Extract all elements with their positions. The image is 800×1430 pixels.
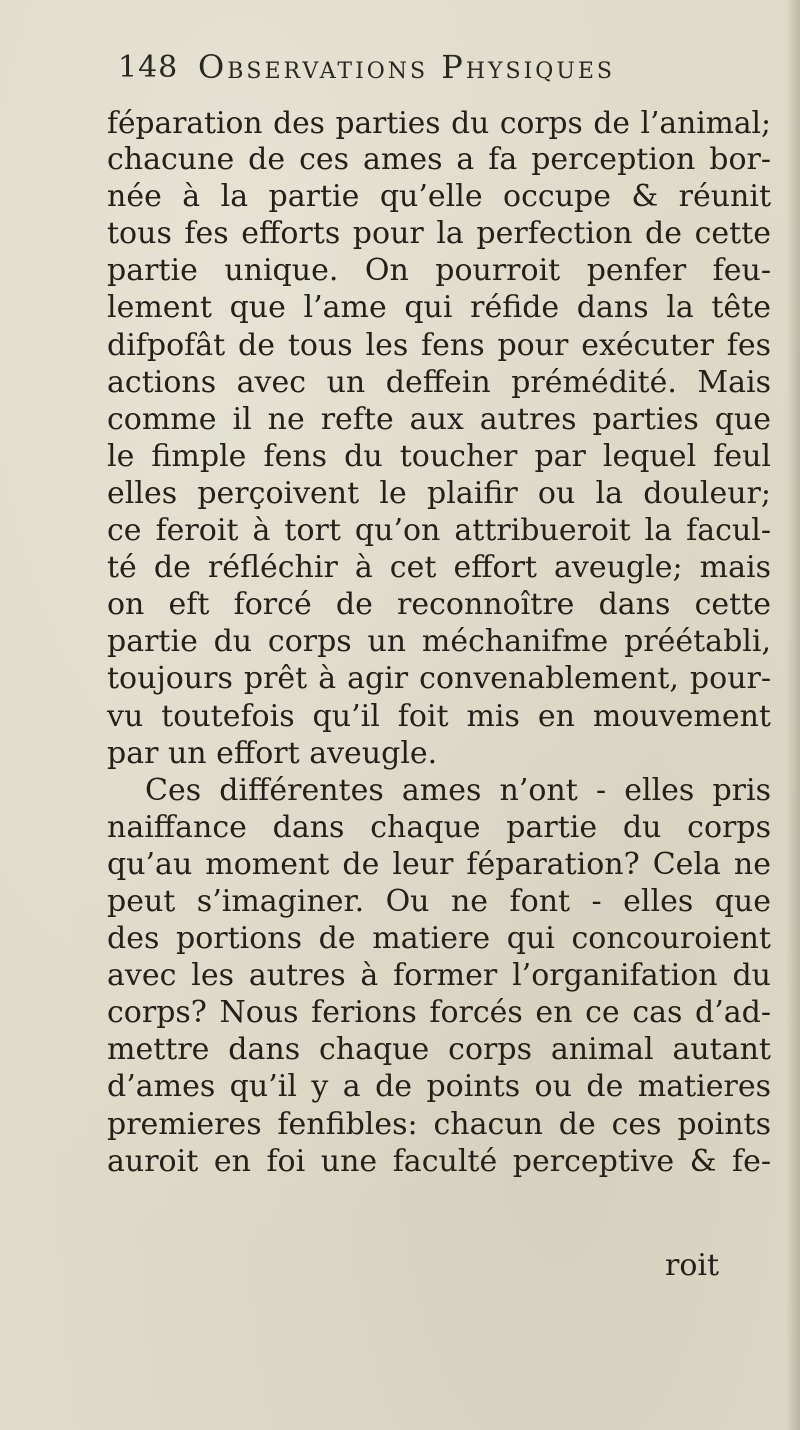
body-text (107, 104, 771, 1180)
text-line: tous fes efforts pour la perfection de cette (107, 216, 771, 252)
text-line: toujours prêt à agir convenablement, pour- (107, 661, 771, 697)
text-line: chacune de ces ames a fa perception bor- (107, 142, 771, 178)
paragraph-first-line: Ces différentes ames n’ont - elles pris (145, 772, 771, 808)
text-line: té de réfléchir à cet effort aveugle; mais (107, 550, 771, 586)
text-line: mettre dans chaque corps animal autant (107, 1032, 771, 1068)
text-line: lement que l’ame qui réfide dans la tête (107, 290, 771, 326)
text-line: le fimple fens du toucher par lequel feul (107, 438, 771, 474)
page-edge-shadow (786, 0, 800, 1430)
text-line: elles perçoivent le plaifir ou la douleur; (107, 475, 771, 511)
text-line: par un effort aveugle. (107, 735, 438, 771)
text-line: des portions de matiere qui concouroient (107, 921, 771, 957)
running-head: Observations Physiques (198, 48, 615, 86)
text-line: ce feroit à tort qu’on attribueroit la facul- (107, 513, 771, 549)
text-line: naiffance dans chaque partie du corps (107, 809, 771, 845)
page-number: 148 (118, 50, 179, 85)
text-line: peut s’imaginer. Ou ne font - elles que (107, 883, 771, 919)
text-line: vu toutefois qu’il foit mis en mouvement (107, 698, 771, 734)
text-line: partie unique. On pourroit penfer feu- (107, 253, 771, 289)
text-line: comme il ne refte aux autres parties que (107, 401, 771, 437)
text-line: avec les autres à former l’organifation du (107, 958, 771, 994)
text-line: féparation des parties du corps de l’animal; (107, 105, 771, 140)
text-line: née à la partie qu’elle occupe & réunit (107, 179, 771, 215)
text-line: qu’au moment de leur féparation? Cela ne (107, 846, 771, 882)
page-header (108, 46, 748, 86)
text-line: actions avec un deffein prémédité. Mais (107, 364, 771, 400)
text-line: corps? Nous ferions forcés en ce cas d’ad- (107, 995, 771, 1031)
text-line: d’ames qu’il y a de points ou de matieres (107, 1069, 771, 1105)
text-line: difpofât de tous les fens pour exécuter fes (107, 327, 771, 363)
text-line: on eft forcé de reconnoître dans cette (107, 587, 771, 623)
text-line: auroit en foi une faculté perceptive & fe- (107, 1143, 771, 1179)
text-line: premieres fenfibles: chacun de ces points (107, 1106, 771, 1142)
catchword: roit (665, 1248, 720, 1283)
text-line: partie du corps un méchanifme préétabli, (107, 624, 771, 660)
